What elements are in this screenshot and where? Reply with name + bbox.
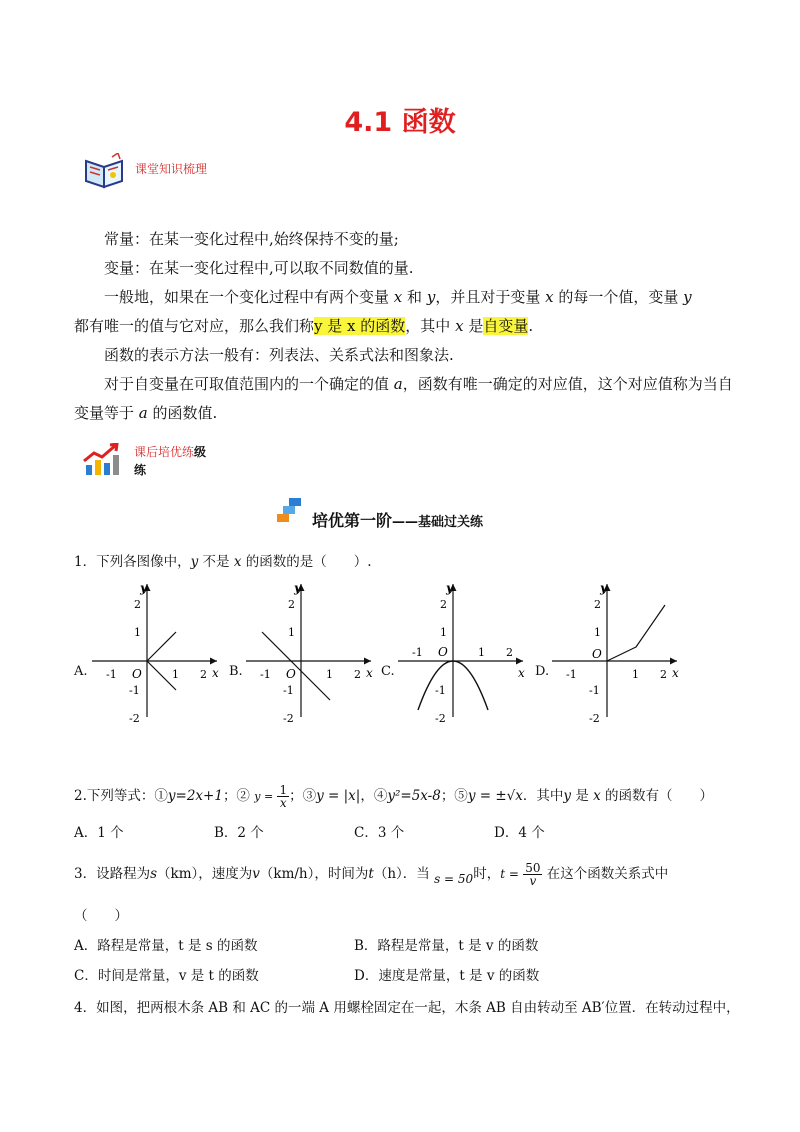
q3-options-row1 [74, 936, 754, 956]
growth-chart-icon [82, 443, 122, 481]
tick-y-2: 2 [134, 598, 141, 611]
constant-definition: 常量：在某一变化过程中,始终保持不变的量; [104, 230, 399, 248]
q3-option-b[interactable]: B．路程是常量，t 是 v 的函数 [354, 938, 539, 954]
tick-x-2: 2 [354, 668, 361, 681]
question-3: 3．设路程为s（km），速度为v（km/h），时间为t（h）．当 s = 50时，t = $\frac{50}{v}$ 在这个函数关系式中 [74, 861, 669, 888]
q3-option-d[interactable]: D．速度是常量，t 是 v 的函数 [354, 968, 540, 984]
tick-x-2: 2 [506, 646, 513, 659]
q1-graphs [92, 572, 732, 722]
page-title: 4.1 函数 [344, 107, 456, 138]
tick-y-neg2: -2 [283, 712, 294, 722]
axis-y-label: y [294, 581, 301, 595]
tick-y-2: 2 [288, 598, 295, 611]
tick-x-neg1: -1 [566, 668, 577, 681]
tick-y-neg1: -1 [129, 684, 140, 697]
axis-y-label: y [446, 581, 453, 595]
axis-x-label: x [366, 666, 373, 680]
axis-x-label: x [672, 666, 679, 680]
q1-option-a-label: A. [74, 664, 88, 679]
graph-a [92, 581, 219, 722]
stage-title: 培优第一阶——基础过关练 [312, 511, 484, 530]
question-4: 4．如图，把两根木条 AB 和 AC 的一端 A 用螺栓固定在一起，木条 AB 自由转动至 AB′位置．在转动过程中， [74, 1000, 740, 1016]
highlight-independent-variable: 自变量 [483, 317, 529, 335]
graph-d [552, 581, 679, 722]
q3-paren: （ ） [74, 908, 128, 924]
origin-label: O [438, 645, 448, 659]
axis-x-label: x [212, 666, 219, 680]
tick-x-2: 2 [200, 668, 207, 681]
tick-x-1: 1 [326, 668, 333, 681]
q2-option-b[interactable]: B．2 个 [214, 825, 264, 841]
q3-options-row2 [74, 966, 754, 986]
section-label-practice: 课后培优练级 练 [134, 445, 207, 477]
tick-y-1: 1 [594, 626, 601, 639]
q1-option-c-label: C. [381, 664, 395, 679]
function-definition-cont: 都有唯一的值与它对应，那么我们称y 是 x 的函数，其中 x 是自变量. [74, 317, 534, 335]
tick-y-neg2: -2 [589, 712, 600, 722]
q2-option-d[interactable]: D．4 个 [494, 825, 545, 841]
q2-fraction: $\frac{1}{x}$ [279, 783, 288, 810]
tick-y-neg1: -1 [283, 684, 294, 697]
tick-y-neg2: -2 [435, 712, 446, 722]
stage-icon [275, 496, 305, 526]
axis-x-label: x [518, 666, 525, 680]
tick-x-1: 1 [478, 646, 485, 659]
tick-x-2: 2 [660, 668, 667, 681]
q3-option-a[interactable]: A．路程是常量，t 是 s 的函数 [74, 938, 258, 954]
tick-y-neg1: -1 [589, 684, 600, 697]
tick-y-2: 2 [440, 598, 447, 611]
graph-b [246, 581, 373, 722]
question-1: 1．下列各图像中，y 不是 x 的函数的是（ ）. [74, 554, 372, 570]
origin-label: O [132, 667, 142, 681]
q2-option-c[interactable]: C．3 个 [354, 825, 405, 841]
highlight-function: y 是 x 的函数 [314, 317, 406, 335]
q3-fraction: $\frac{50}{v}$ [525, 861, 541, 888]
knowledge-block [74, 225, 734, 428]
q2-option-a[interactable]: A．1 个 [74, 825, 124, 841]
axis-y-label: y [600, 581, 607, 595]
question-2: 2.下列等式：①y=2x+1；② y = $\frac{1}{x}$ ；③y = |x|，④y²=5x-8；⑤y = ±√x．其中y 是 x 的函数有（ ） [74, 783, 714, 810]
q1-option-d-label: D. [535, 664, 550, 679]
tick-y-neg2: -2 [129, 712, 140, 722]
tick-y-neg1: -1 [435, 684, 446, 697]
origin-label: O [592, 647, 602, 661]
function-value-definition: 对于自变量在可取值范围内的一个确定的值 a，函数有唯一确定的对应值，这个对应值称为当自变量等于 a 的函数值. [74, 375, 733, 422]
tick-y-2: 2 [594, 598, 601, 611]
section-label-knowledge: 课堂知识梳理 [135, 162, 208, 176]
tick-x-1: 1 [632, 668, 639, 681]
book-icon [82, 153, 128, 193]
function-definition: 一般地，如果在一个变化过程中有两个变量 x 和 y，并且对于变量 x 的每一个值，变量 y [104, 288, 692, 306]
q1-option-b-label: B. [229, 664, 243, 679]
tick-x-1: 1 [172, 668, 179, 681]
origin-label: O [286, 667, 296, 681]
representation-methods: 函数的表示方法一般有：列表法、关系式法和图象法. [104, 346, 454, 364]
q3-option-c[interactable]: C．时间是常量，v 是 t 的函数 [74, 968, 259, 984]
q2-options [74, 823, 754, 843]
tick-x-neg1: -1 [260, 668, 271, 681]
tick-y-1: 1 [288, 626, 295, 639]
graph-c [398, 581, 525, 722]
tick-x-neg1: -1 [412, 646, 423, 659]
variable-definition: 变量：在某一变化过程中,可以取不同数值的量. [104, 259, 414, 277]
tick-y-1: 1 [134, 626, 141, 639]
tick-y-1: 1 [440, 626, 447, 639]
axis-y-label: y [140, 581, 147, 595]
tick-x-neg1: -1 [106, 668, 117, 681]
